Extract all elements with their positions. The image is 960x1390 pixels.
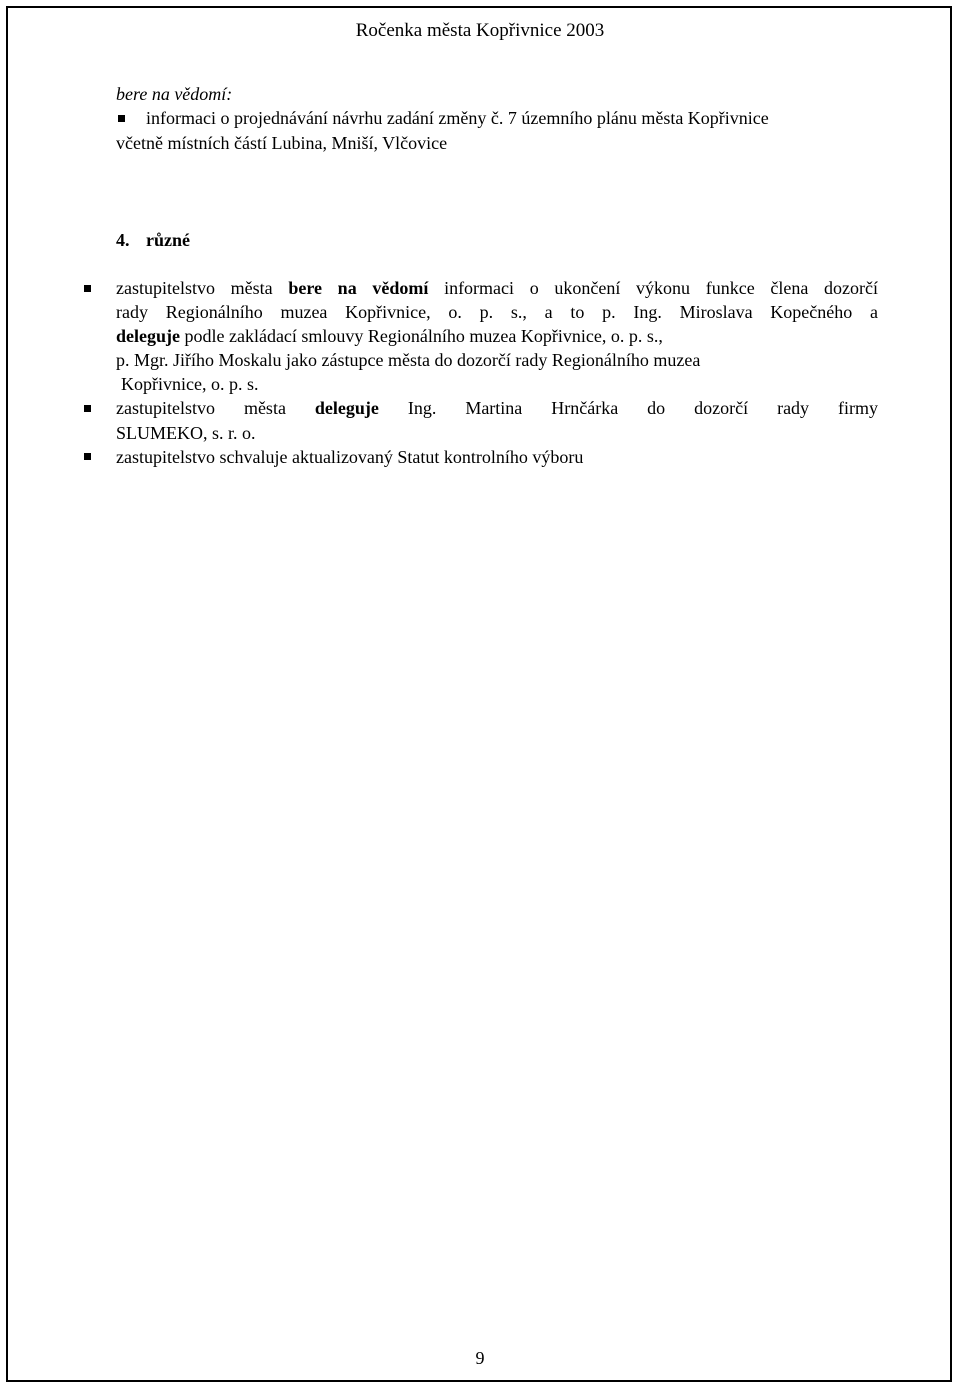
item-text-line: Kopřivnice, o. p. s.: [121, 374, 259, 394]
page-border: [6, 6, 952, 1382]
item-text-line: SLUMEKO, s. r. o.: [116, 423, 256, 443]
section-title: různé: [146, 230, 190, 250]
section-heading-bere-na-vedomi: bere na vědomí:: [116, 84, 233, 104]
text-run: zastupitelstvo města: [116, 398, 286, 418]
item-text-line: rady Regionálního muzea Kopřivnice, o. p. s., a to p. Ing. Miroslava Kopečného a: [116, 302, 878, 322]
item-text-line: včetně místních částí Lubina, Mniší, Vlčovice: [116, 133, 448, 153]
item-text-line: zastupitelstvo schvaluje aktualizovaný Statut kontrolního výboru: [116, 447, 584, 467]
bullet-square-icon: [84, 285, 91, 292]
item-text-line: [116, 278, 878, 299]
item-text-line: informaci o projednávání návrhu zadání změny č. 7 územního plánu města Kopřivnice: [146, 108, 769, 128]
text-run: Ing. Martina Hrnčárka do dozorčí rady firmy: [407, 398, 879, 418]
item-text-line: p. Mgr. Jiřího Moskalu jako zástupce města do dozorčí rady Regionálního muzea: [116, 350, 701, 370]
item-text-line: [116, 398, 878, 419]
page-number: 9: [475, 1348, 485, 1368]
text-run: podle zakládací smlouvy Regionálního muzea Kopřivnice, o. p. s.,: [184, 326, 663, 346]
text-run-bold: deleguje: [314, 398, 379, 418]
running-header: Ročenka města Kopřivnice 2003: [355, 20, 605, 41]
text-run-bold: bere na vědomí: [288, 278, 429, 298]
bullet-square-icon: [118, 115, 125, 122]
bullet-square-icon: [84, 405, 91, 412]
text-run: zastupitelstvo města: [116, 278, 273, 298]
text-run: informaci o ukončení výkonu funkce člena dozorčí: [444, 278, 879, 298]
section-number: 4.: [116, 230, 130, 250]
item-text-line: [116, 326, 663, 347]
text-run-bold: deleguje: [116, 326, 180, 346]
bullet-square-icon: [84, 453, 91, 460]
